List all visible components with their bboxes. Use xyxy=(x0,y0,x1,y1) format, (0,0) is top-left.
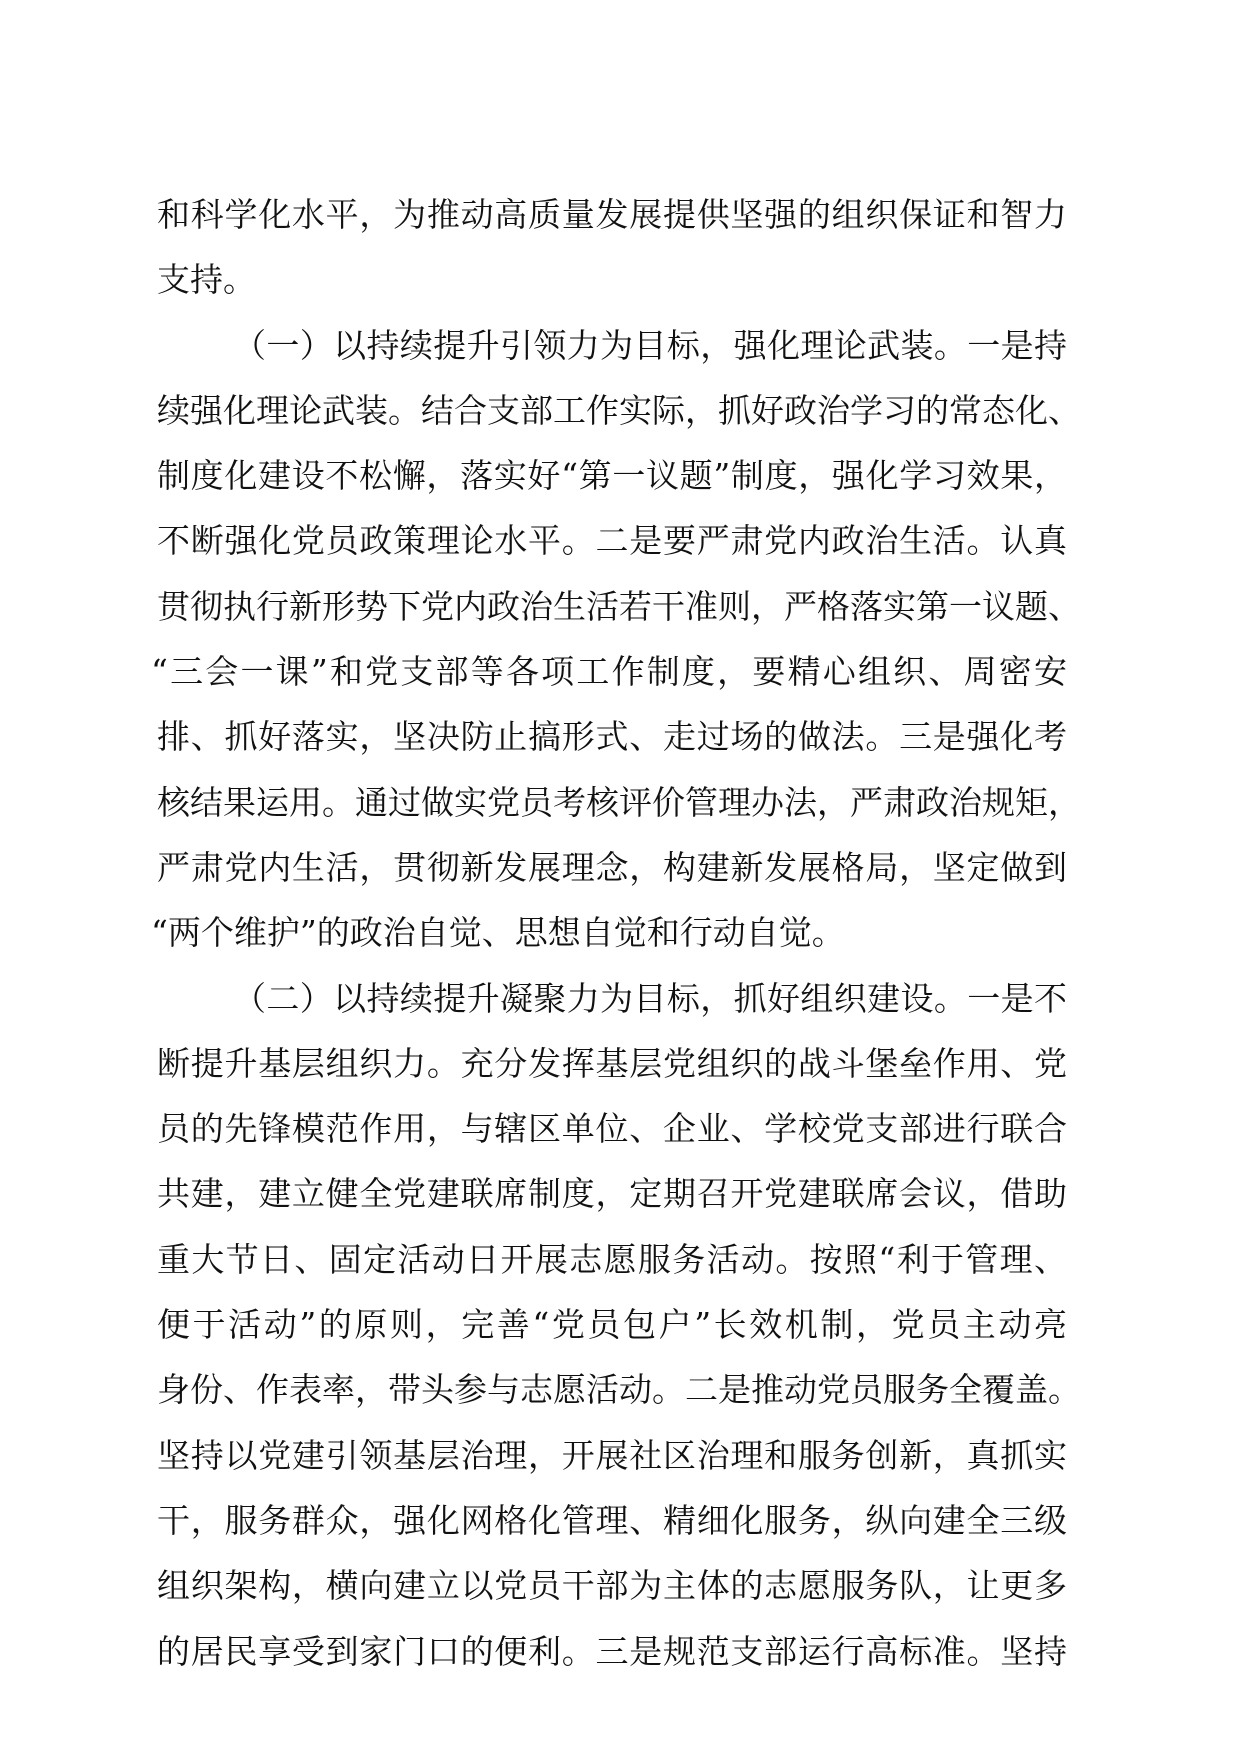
paragraph-line: 干，服务群众，强化网格化管理、精细化服务，纵向建全三级 xyxy=(157,1500,1067,1540)
paragraph-line: 重大节日、固定活动日开展志愿服务活动。按照“利于管理、 xyxy=(157,1239,1067,1279)
paragraph-line: 便于活动”的原则，完善“党员包户”长效机制，党员主动亮 xyxy=(157,1305,1067,1345)
paragraph-line: 身份、作表率，带头参与志愿活动。二是推动党员服务全覆盖。 xyxy=(157,1370,1081,1410)
paragraph-line: 严肃党内生活，贯彻新发展理念，构建新发展格局，坚定做到 xyxy=(157,847,1067,887)
paragraph-line: 断提升基层组织力。充分发挥基层党组织的战斗堡垒作用、党 xyxy=(157,1043,1067,1083)
paragraph-line: 贯彻执行新形势下党内政治生活若干准则，严格落实第一议题、 xyxy=(157,586,1081,626)
paragraph-line: “两个维护”的政治自觉、思想自觉和行动自觉。 xyxy=(151,913,845,953)
section-heading-line: （一）以持续提升引领力为目标，强化理论武装。一是持 xyxy=(233,325,1067,365)
paragraph-line: 制度化建设不松懈，落实好“第一议题”制度，强化学习效果， xyxy=(157,456,1067,496)
paragraph-line: “三会一课”和党支部等各项工作制度，要精心组织、周密安 xyxy=(151,652,1067,692)
paragraph-line: 不断强化党员政策理论水平。二是要严肃党内政治生活。认真 xyxy=(157,521,1067,561)
paragraph-line: 组织架构，横向建立以党员干部为主体的志愿服务队，让更多 xyxy=(157,1566,1067,1606)
paragraph-line: 续强化理论武装。结合支部工作实际，抓好政治学习的常态化、 xyxy=(157,390,1081,430)
paragraph-line: 核结果运用。通过做实党员考核评价管理办法，严肃政治规矩， xyxy=(157,782,1081,822)
body-text xyxy=(151,182,1081,1684)
paragraph-line: 共建，建立健全党建联席制度，定期召开党建联席会议，借助 xyxy=(157,1174,1067,1214)
paragraph-line: 的居民享受到家门口的便利。三是规范支部运行高标准。坚持 xyxy=(157,1631,1067,1671)
section-heading-line: （二）以持续提升凝聚力为目标，抓好组织建设。一是不 xyxy=(233,978,1067,1018)
paragraph-line: 支持。 xyxy=(157,260,256,300)
paragraph-line: 和科学化水平，为推动高质量发展提供坚强的组织保证和智力 xyxy=(157,195,1067,234)
paragraph-line: 坚持以党建引领基层治理，开展社区治理和服务创新，真抓实 xyxy=(157,1435,1067,1475)
paragraph-line: 员的先锋模范作用，与辖区单位、企业、学校党支部进行联合 xyxy=(157,1109,1067,1149)
paragraph-line: 排、抓好落实，坚决防止搞形式、走过场的做法。三是强化考 xyxy=(157,717,1067,757)
